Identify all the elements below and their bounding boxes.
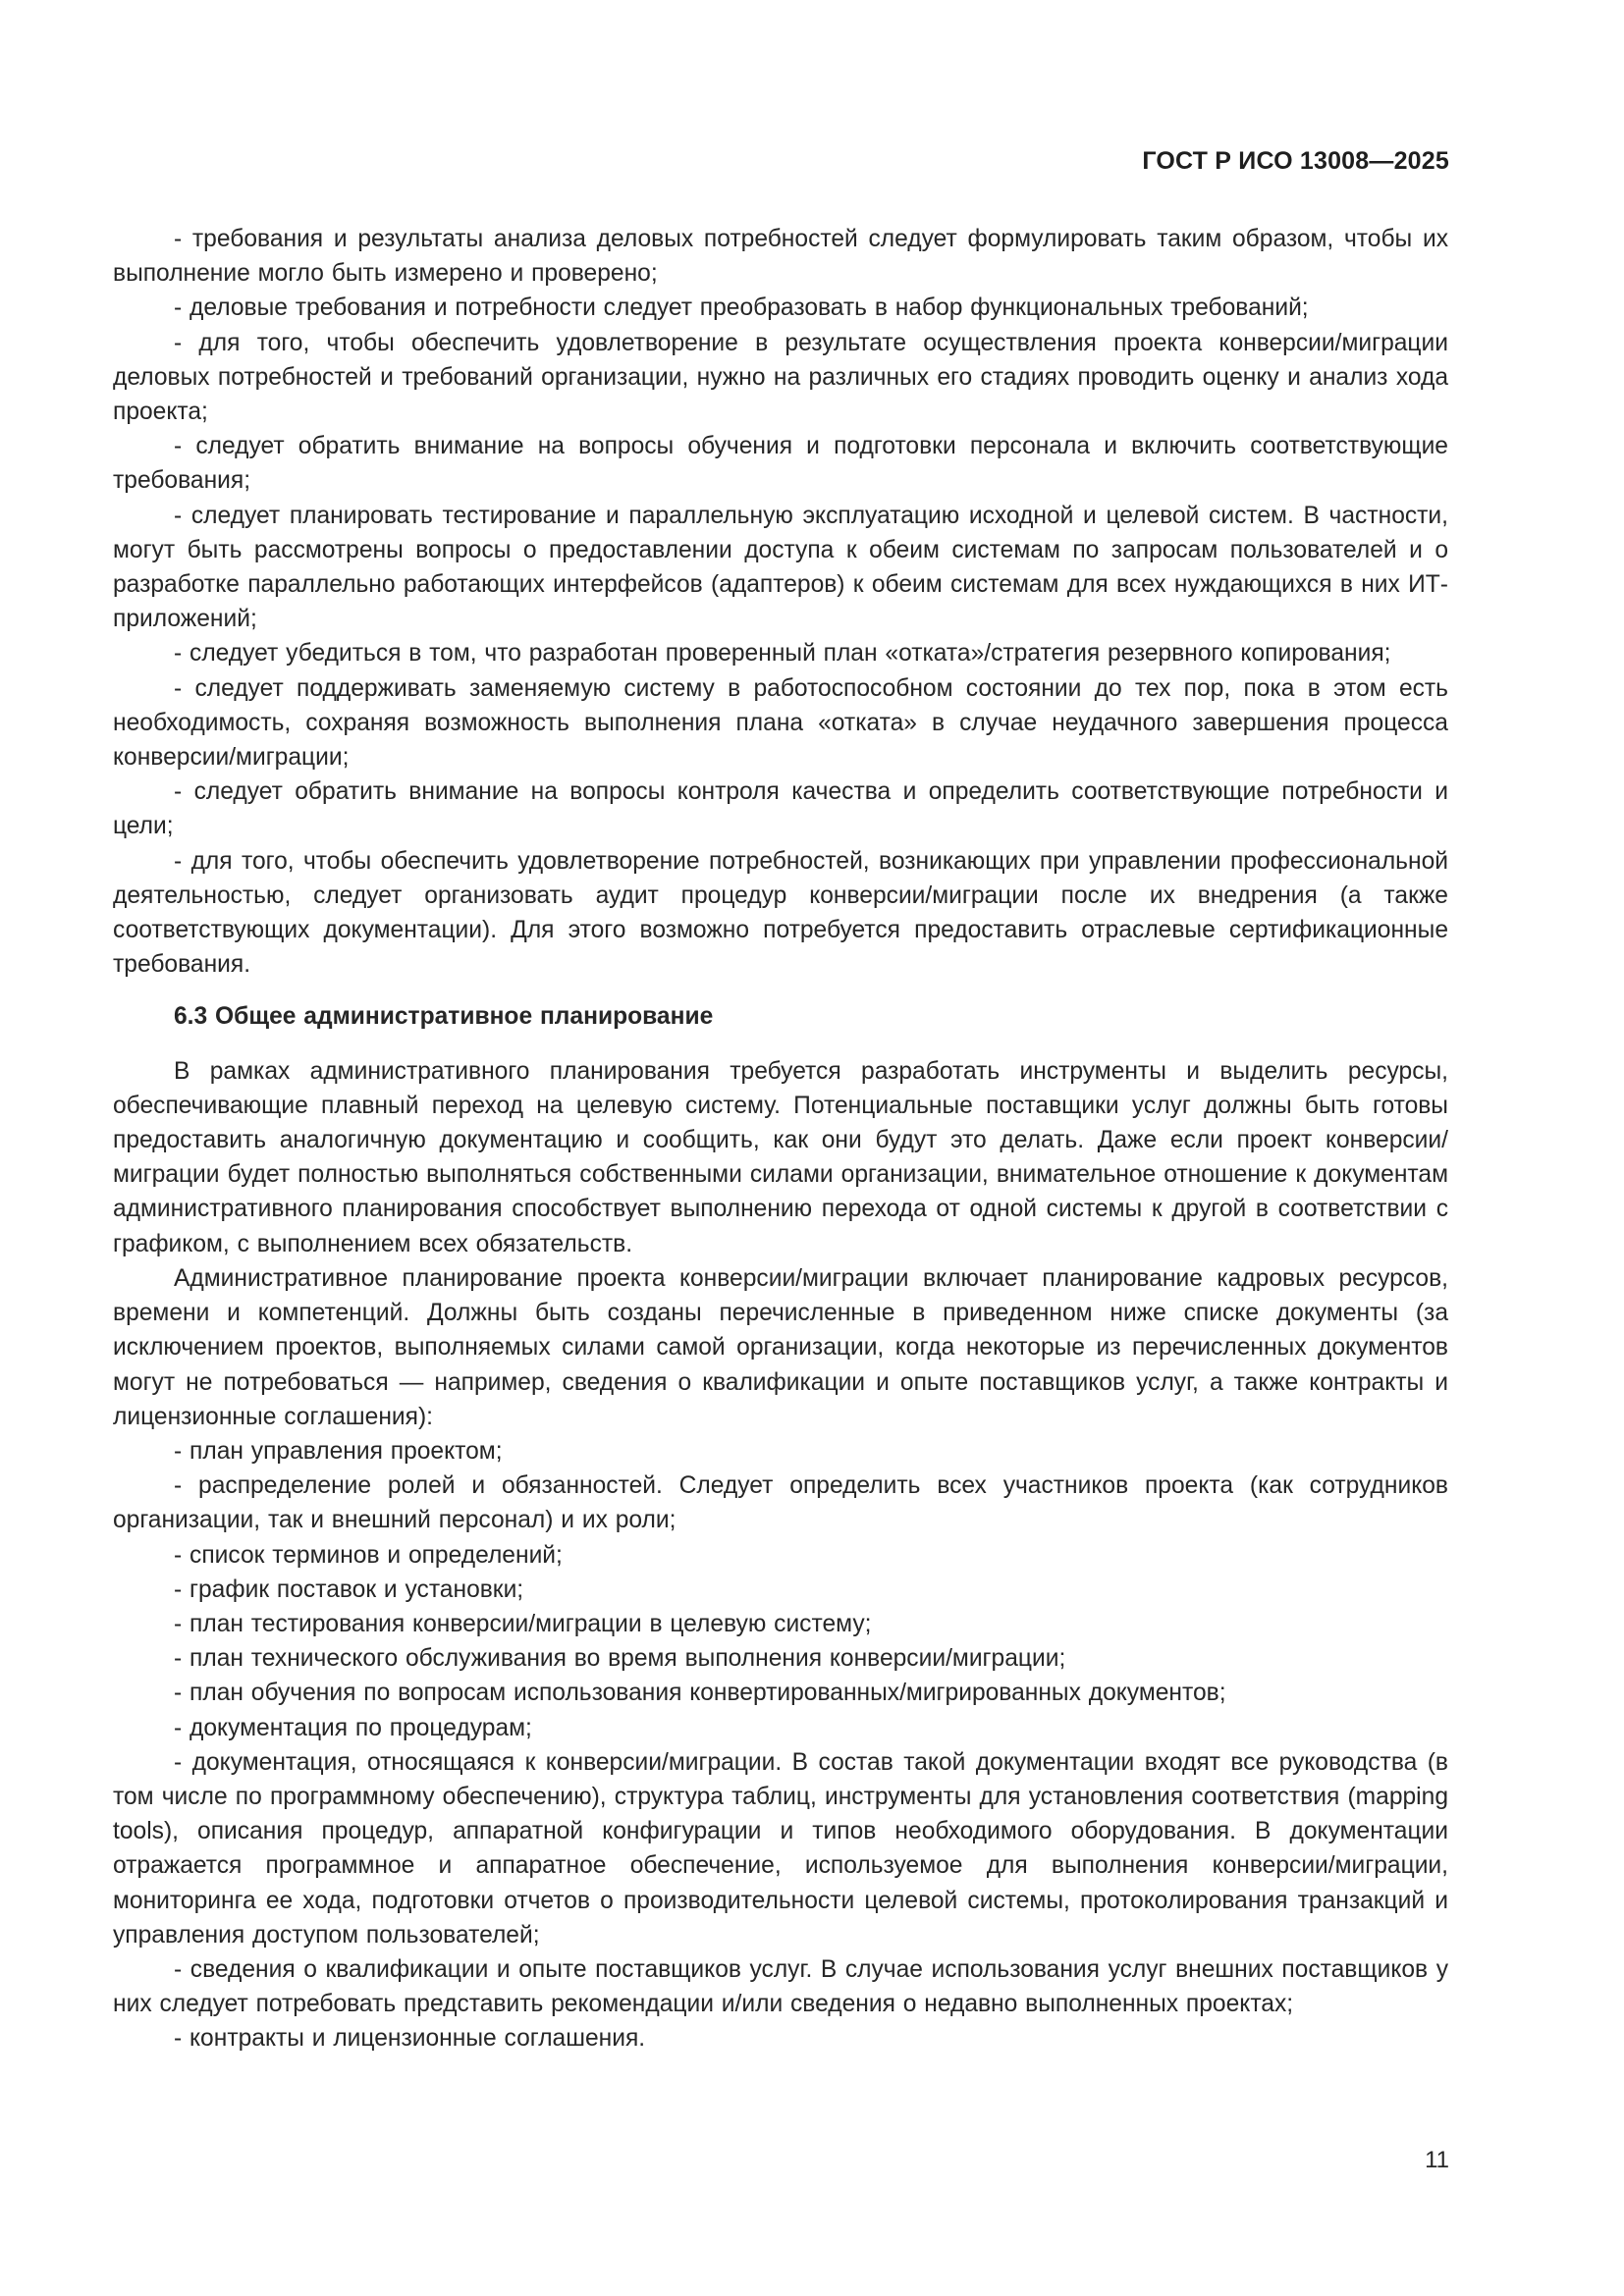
- list-item: - план технического обслуживания во время выполнения конверсии/миграции;: [174, 1645, 1066, 1673]
- list-item: - следует убедиться в том, что разработан проверенный план «отката»/стратегия резервного копирования;: [174, 640, 1391, 667]
- list-item: - деловые требования и потребности следует преобразовать в набор функциональных требований;: [174, 294, 1309, 322]
- page-body: [113, 222, 1448, 2056]
- list-item: - контракты и лицензионные соглашения.: [174, 2025, 646, 2053]
- list-item: - следует планировать тестирование и параллельную эксплуатацию исходной и целевой систем. В частности, могут быть рассмотрены вопросы о предоставлении доступа к обеим системам по запросам пользователей и о разработке параллельно работающих интерфейсов (адаптеров) к обеим системам для всех нуждающихся в них ИТ-приложений;: [113, 502, 1448, 633]
- section-heading: 6.3 Общее административное планирование: [174, 1003, 714, 1031]
- body-paragraph: В рамках административного планирования требуется разработать инструменты и выделить ресурсы, обеспечивающие плавный переход на целевую систему. Потенциальные поставщики услуг должны быть готовы предоставить аналогичную документацию и сообщить, как они будут это делать. Даже если проект конверсии/миграции будет полностью выполняться собственными силами организации, внимательное отношение к документам административного планирования способствует выполнению перехода от одной системы к другой в соответствии с графиком, с выполнением всех обязательств.: [113, 1057, 1448, 1257]
- list-item: - план управления проектом;: [174, 1437, 503, 1465]
- page-number: 11: [1425, 2147, 1449, 2173]
- list-item: - требования и результаты анализа деловых потребностей следует формулировать таким образом, чтобы их выполнение могло быть измерено и проверено;: [113, 226, 1448, 288]
- body-paragraph: Административное планирование проекта конверсии/миграции включает планирование кадровых ресурсов, времени и компетенций. Должны быть созданы перечисленные в приведенном ниже списке документы (за исключением проектов, выполняемых силами самой организации, когда некоторые из перечисленных документов могут не потребоваться — например, сведения о квалификации и опыте поставщиков услуг, а также контракты и лицензионные соглашения):: [113, 1264, 1448, 1430]
- list-item: - сведения о квалификации и опыте поставщиков услуг. В случае использования услуг внешних поставщиков у них следует потребовать представить рекомендации и/или сведения о недавно выполненных проектах;: [113, 1955, 1448, 2018]
- list-item: - следует поддерживать заменяемую систему в работоспособном состоянии до тех пор, пока в этом есть необходимость, сохраняя возможность выполнения плана «отката» в случае неудачного завершения процесса конверсии/миграции;: [113, 674, 1448, 772]
- list-item: - документация по процедурам;: [174, 1714, 532, 1741]
- list-item: - документация, относящаяся к конверсии/миграции. В состав такой документации входят все руководства (в том числе по программному обеспечению), структура таблиц, инструменты для установления соответствия (mapping tools), описания процедур, аппаратной конфигурации и типов необходимого оборудования. В документации отражается программное и аппаратное обеспечение, используемое для выполнения конверсии/миграции, мониторинга ее хода, подготовки отчетов о производительности целевой системы, протоколирования транзакций и управления доступом пользователей;: [113, 1748, 1448, 1949]
- list-item: - для того, чтобы обеспечить удовлетворение в результате осуществления проекта конверсии/миграции деловых потребностей и требований организации, нужно на различных его стадиях проводить оценку и анализ хода проекта;: [113, 329, 1448, 426]
- list-item: - следует обратить внимание на вопросы обучения и подготовки персонала и включить соответствующие требования;: [113, 433, 1448, 495]
- list-item: - график поставок и установки;: [174, 1575, 524, 1603]
- list-item: - план тестирования конверсии/миграции в целевую систему;: [174, 1610, 872, 1637]
- list-item: - для того, чтобы обеспечить удовлетворение потребностей, возникающих при управлении профессиональной деятельностью, следует организовать аудит процедур конверсии/миграции после их внедрения (а также соответствующих документации). Для этого возможно потребуется предоставить отраслевые сертификационные требования.: [113, 847, 1448, 979]
- list-item: - список терминов и определений;: [174, 1541, 563, 1569]
- list-item: - план обучения по вопросам использования конвертированных/мигрированных документов;: [174, 1680, 1226, 1707]
- list-item: - следует обратить внимание на вопросы контроля качества и определить соответствующие потребности и цели;: [113, 778, 1448, 840]
- list-item: - распределение ролей и обязанностей. Следует определить всех участников проекта (как сотрудников организации, так и внешний персонал) и их роли;: [113, 1472, 1448, 1534]
- document-code-header: ГОСТ Р ИСО 13008—2025: [1142, 147, 1449, 175]
